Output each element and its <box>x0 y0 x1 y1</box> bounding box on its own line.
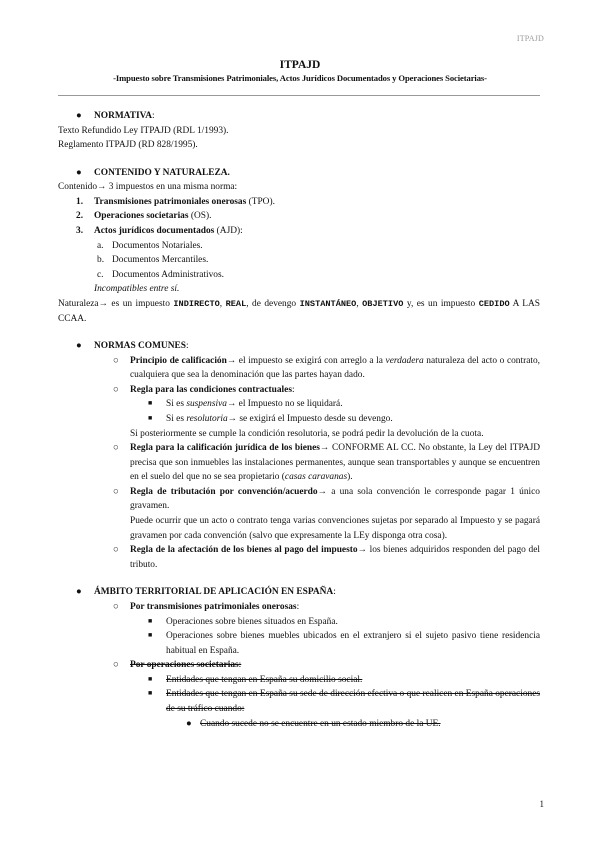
section-heading-normas-comunes: ● NORMAS COMUNES: <box>58 339 540 354</box>
ambito-os-subitem: ● Cuando sucede no se encuentre en un estado miembro de la UE. <box>58 717 540 732</box>
ambito-tpo-item: ■ Operaciones sobre bienes muebles ubicados en el extranjero si el sujeto pasivo tiene residencia habitual en España. <box>148 631 540 656</box>
square-bullet-icon: ■ <box>148 616 153 625</box>
section-heading-contenido: ● CONTENIDO Y NATURALEZA. <box>58 166 540 181</box>
circle-bullet-icon: ○ <box>113 443 119 454</box>
incompatibles-note: Incompatibles entre sí. <box>94 284 180 295</box>
square-bullet-icon: ■ <box>148 413 153 422</box>
square-bullet-icon: ■ <box>148 631 153 640</box>
circle-bullet-icon: ○ <box>113 384 119 395</box>
circle-bullet-icon: ○ <box>113 545 119 556</box>
circle-bullet-icon: ○ <box>113 660 119 671</box>
ambito-os-item: ■ Entidades que tengan en España su domicilio social. <box>148 674 363 685</box>
section-heading-normativa: ● NORMATIVA: <box>58 109 540 124</box>
ambito-tpo-item: ■ Operaciones sobre bienes situados en España. <box>148 616 338 627</box>
document-title: ITPAJD <box>279 59 321 71</box>
rule-calificacion-juridica: ○ Regla para la calificación jurídica de los bienes→ CONFORME AL CC. No obstante, la Ley del ITPAJD precisa que son inmuebles las instalaciones permanentes, aunque sean transportables y aunque se encuentren en el suelo del que no se sea propietario (casas caravanas). <box>113 443 540 483</box>
contenido-intro: Contenido→ 3 impuestos en una misma norma: <box>58 182 238 193</box>
section-heading-ambito: ● ÁMBITO TERRITORIAL DE APLICACIÓN EN ESPAÑA: <box>58 585 540 600</box>
ambito-tpo: ○ Por transmisiones patrimoniales onerosas: <box>58 600 540 615</box>
ambito-os: ○ Por operaciones societarias: <box>58 658 540 673</box>
tributacion-note: Puede ocurrir que un acto o contrato tenga varias convenciones sujetas por separado al Impuesto y se pagará gravamen por cada convención (salvo que expresamente la LEy disponga otra cosa). <box>130 516 540 541</box>
page-number: 1 <box>539 799 544 809</box>
ajd-subitem: c. Documentos Administrativos. <box>97 269 224 280</box>
running-header: ITPAJD <box>516 34 544 43</box>
header-divider <box>58 95 540 96</box>
bullet-icon: ● <box>76 111 82 121</box>
ambito-os-item: ■ Entidades que tengan en España su sede de dirección efectiva o que realicen en España operaciones de su tráfico cuando: <box>148 689 540 714</box>
square-bullet-icon: ■ <box>148 399 153 408</box>
normativa-line: Reglamento ITPAJD (RD 828/1995). <box>58 140 198 151</box>
rule-afectacion: ○ Regla de la afectación de los bienes al pago del impuesto→ los bienes adquiridos responden del pago del tributo. <box>113 545 540 570</box>
list-item-tpo: 1. Transmisiones patrimoniales onerosas (TPO). <box>76 196 275 207</box>
bullet-icon: ● <box>76 167 82 178</box>
square-bullet-icon: ■ <box>148 689 153 698</box>
ajd-subitem: b. Documentos Mercantiles. <box>97 255 209 266</box>
bullet-icon: ● <box>76 587 82 598</box>
bullet-icon: ● <box>76 341 82 352</box>
condicion-note: Si posteriormente se cumple la condición resolutoria, se podrá pedir la devolución de la cuota. <box>130 428 484 439</box>
circle-bullet-icon: ○ <box>113 355 119 366</box>
naturaleza-paragraph: Naturaleza→ es un impuesto INDIRECTO, REAL, de devengo INSTANTÁNEO, OBJETIVO y, es un impuesto CEDIDO A LAS CCAA. <box>58 298 541 324</box>
normativa-line: Texto Refundido Ley ITPAJD (RDL 1/1993). <box>58 125 229 136</box>
list-item-os: 2. Operaciones societarias (OS). <box>76 211 212 222</box>
rule-condiciones: ○ Regla para las condiciones contractuales: <box>58 383 540 398</box>
circle-bullet-icon: ○ <box>113 601 119 612</box>
circle-bullet-icon: ○ <box>113 486 119 497</box>
rule-tributacion: ○ Regla de tributación por convención/acuerdo→ a una sola convención le corresponde pagar 1 único gravamen. <box>113 486 540 512</box>
list-item-ajd: 3. Actos jurídicos documentados (AJD): <box>76 226 243 237</box>
document-subtitle: -Impuesto sobre Transmisiones Patrimoniales, Actos Jurídicos Documentados y Operaciones Societarias- <box>113 73 487 83</box>
condicion-resolutoria: ■ Si es resolutoria→ se exigirá el Impuesto desde su devengo. <box>148 413 393 424</box>
condicion-suspensiva: ■ Si es suspensiva→ el Impuesto no se liquidará. <box>148 399 343 410</box>
rule-calificacion: ○ Principio de calificación→ el impuesto se exigirá con arreglo a la verdadera naturaleza del acto o contrato, cualquiera que sea la denominación que las partes hayan dado. <box>113 355 540 381</box>
ajd-subitem: a. Documentos Notariales. <box>97 240 203 251</box>
square-bullet-icon: ■ <box>148 674 153 683</box>
document-body <box>58 99 540 731</box>
bullet-icon: ● <box>186 718 192 729</box>
